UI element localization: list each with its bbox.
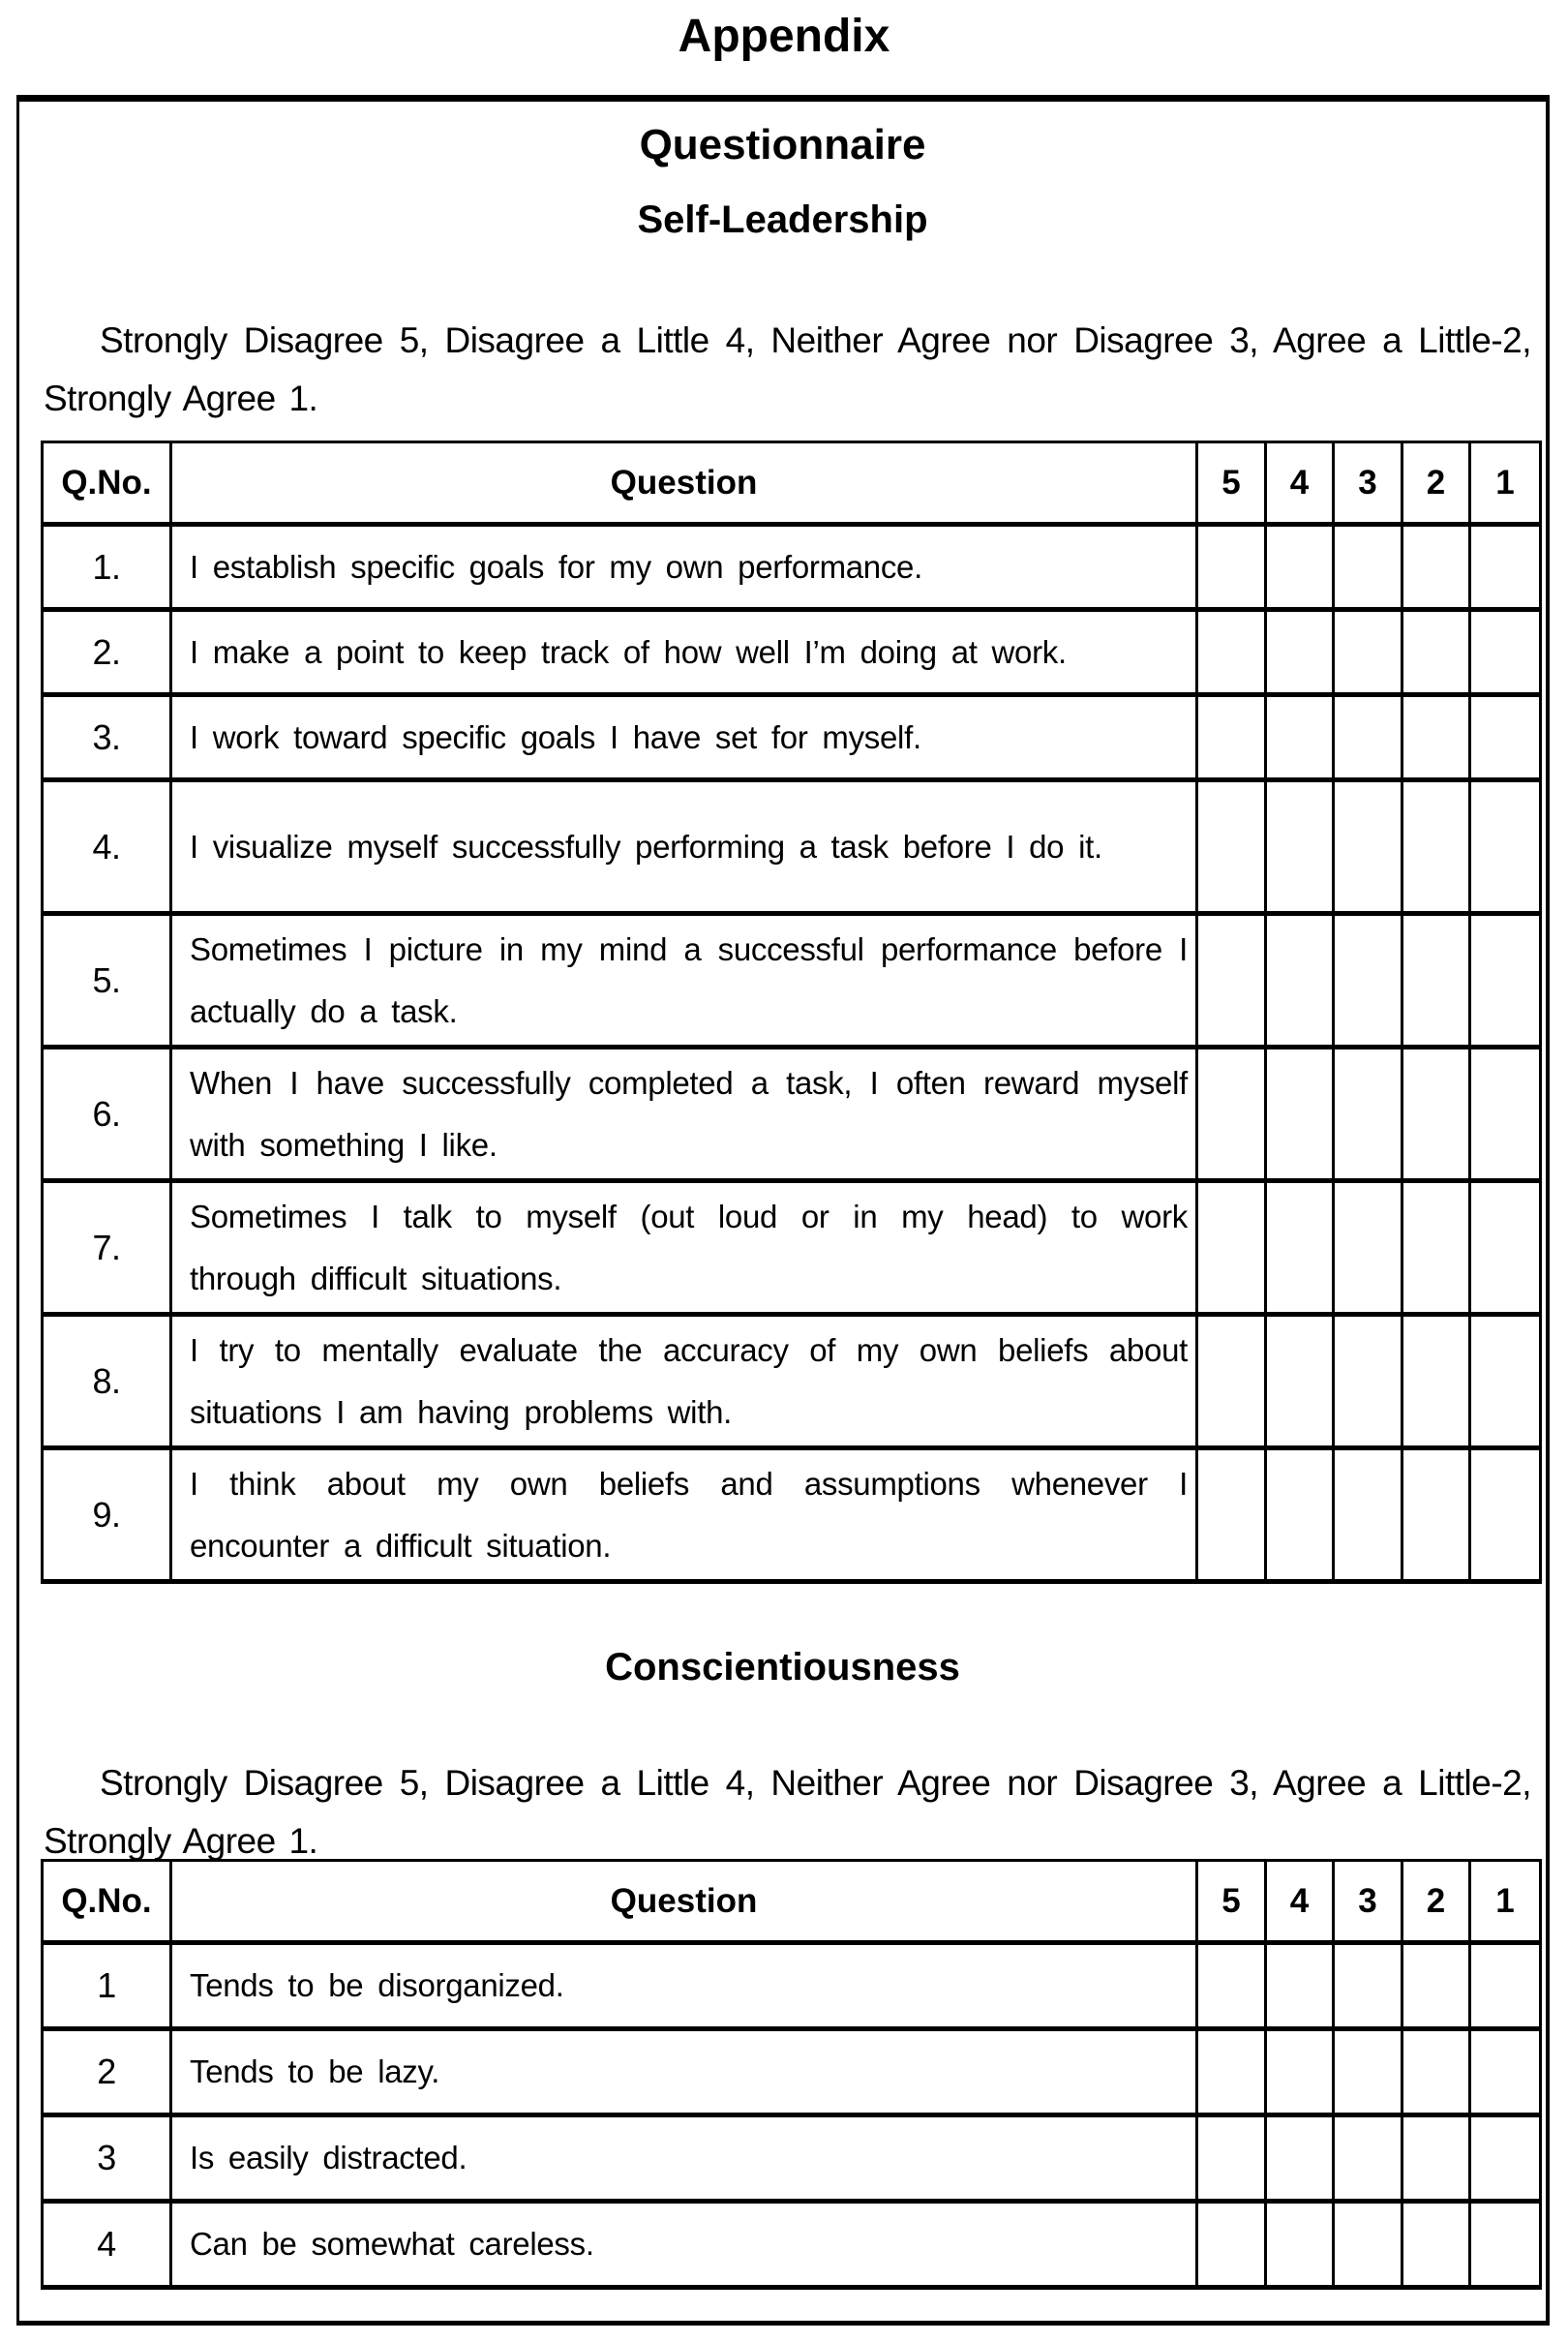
question-text: I think about my own beliefs and assumptions whenever I encounter a difficult situation. [171,1448,1197,1582]
question-number: 8. [43,1315,171,1448]
question-number: 1 [43,1943,171,2029]
question-text: I visualize myself successfully performing a task before I do it. [171,780,1197,914]
question-text: Tends to be disorganized. [171,1943,1197,2029]
answer-cell-2 [1402,2202,1470,2288]
question-number: 1. [43,525,171,610]
answer-cell-5 [1197,610,1266,695]
answer-cell-2 [1402,610,1470,695]
answer-cell-5 [1197,1181,1266,1315]
answer-cell-1 [1470,2202,1541,2288]
table-row [43,1448,1541,1582]
answer-cell-3 [1334,1181,1402,1315]
question-number: 4 [43,2202,171,2288]
section-heading-conscientiousness: Conscientiousness [605,1646,960,1688]
question-text: Tends to be lazy. [171,2029,1197,2115]
question-number: 5. [43,914,171,1048]
answer-cell-2 [1402,695,1470,780]
table-row [43,1048,1541,1181]
section-heading-self-leadership: Self-Leadership [637,198,928,241]
question-text: Can be somewhat careless. [171,2202,1197,2288]
question-header: Question [171,1861,1197,1943]
answer-cell-2 [1402,1448,1470,1582]
answer-cell-4 [1266,780,1334,914]
answer-cell-2 [1402,1315,1470,1448]
answer-cell-4 [1266,525,1334,610]
answer-cell-3 [1334,525,1402,610]
table-row [43,1181,1541,1315]
answer-cell-3 [1334,2202,1402,2288]
answer-cell-1 [1470,780,1541,914]
question-text: I try to mentally evaluate the accuracy of my own beliefs about situations I am having problems with. [171,1315,1197,1448]
answer-cell-2 [1402,525,1470,610]
answer-cell-3 [1334,610,1402,695]
answer-cell-2 [1402,780,1470,914]
question-number: 3. [43,695,171,780]
table-row [43,914,1541,1048]
question-number: 2 [43,2029,171,2115]
page-title: Appendix [678,11,890,62]
answer-cell-4 [1266,914,1334,1048]
answer-cell-1 [1470,695,1541,780]
rating-header-3: 3 [1334,442,1402,525]
answer-cell-2 [1402,2029,1470,2115]
rating-scale-instructions: Strongly Disagree 5, Disagree a Little 4, Neither Agree nor Disagree 3, Agree a Little-2, Strongly Agree 1. [44,320,1531,418]
answer-cell-4 [1266,2202,1334,2288]
answer-cell-5 [1197,914,1266,1048]
answer-cell-1 [1470,1448,1541,1582]
rating-header-1: 1 [1470,1861,1541,1943]
answer-cell-5 [1197,2029,1266,2115]
answer-cell-2 [1402,914,1470,1048]
answer-cell-4 [1266,1943,1334,2029]
answer-cell-4 [1266,695,1334,780]
answer-cell-4 [1266,610,1334,695]
qno-header: Q.No. [43,442,171,525]
answer-cell-5 [1197,2202,1266,2288]
question-number: 7. [43,1181,171,1315]
question-text: When I have successfully completed a task, I often reward myself with something I like. [171,1048,1197,1181]
answer-cell-5 [1197,695,1266,780]
answer-cell-3 [1334,2115,1402,2202]
answer-cell-3 [1334,2029,1402,2115]
rating-header-1: 1 [1470,442,1541,525]
table-header-row [43,442,1541,525]
answer-cell-5 [1197,1943,1266,2029]
rating-header-4: 4 [1266,442,1334,525]
answer-cell-1 [1470,610,1541,695]
question-text: I make a point to keep track of how well I’m doing at work. [171,610,1197,695]
answer-cell-5 [1197,780,1266,914]
answer-cell-1 [1470,1943,1541,2029]
answer-cell-1 [1470,1181,1541,1315]
conscientiousness-table [41,1859,1542,2290]
question-number: 9. [43,1448,171,1582]
table-row [43,2029,1541,2115]
question-number: 3 [43,2115,171,2202]
answer-cell-3 [1334,1315,1402,1448]
answer-cell-4 [1266,1048,1334,1181]
table-row [43,610,1541,695]
answer-cell-2 [1402,1048,1470,1181]
page-border-frame [16,95,1550,2326]
rating-header-2: 2 [1402,1861,1470,1943]
answer-cell-5 [1197,2115,1266,2202]
question-text: Is easily distracted. [171,2115,1197,2202]
answer-cell-4 [1266,1448,1334,1582]
answer-cell-5 [1197,1315,1266,1448]
table-row [43,1315,1541,1448]
answer-cell-1 [1470,1315,1541,1448]
answer-cell-2 [1402,1943,1470,2029]
rating-header-2: 2 [1402,442,1470,525]
answer-cell-5 [1197,1048,1266,1181]
rating-header-4: 4 [1266,1861,1334,1943]
rating-scale-instructions: Strongly Disagree 5, Disagree a Little 4, Neither Agree nor Disagree 3, Agree a Little-2, Strongly Agree 1. [44,1763,1531,1861]
answer-cell-3 [1334,914,1402,1048]
question-text: I work toward specific goals I have set for myself. [171,695,1197,780]
table-row [43,2115,1541,2202]
answer-cell-3 [1334,1448,1402,1582]
answer-cell-4 [1266,2115,1334,2202]
answer-cell-1 [1470,2115,1541,2202]
table-row [43,780,1541,914]
answer-cell-3 [1334,780,1402,914]
question-number: 4. [43,780,171,914]
table-row [43,525,1541,610]
question-text: I establish specific goals for my own performance. [171,525,1197,610]
answer-cell-2 [1402,2115,1470,2202]
question-header: Question [171,442,1197,525]
answer-cell-1 [1470,914,1541,1048]
table-header-row [43,1861,1541,1943]
qno-header: Q.No. [43,1861,171,1943]
answer-cell-3 [1334,1943,1402,2029]
answer-cell-4 [1266,2029,1334,2115]
answer-cell-3 [1334,1048,1402,1181]
answer-cell-2 [1402,1181,1470,1315]
answer-cell-1 [1470,1048,1541,1181]
answer-cell-5 [1197,1448,1266,1582]
rating-header-5: 5 [1197,1861,1266,1943]
rating-header-5: 5 [1197,442,1266,525]
table-row [43,695,1541,780]
answer-cell-1 [1470,525,1541,610]
questionnaire-title: Questionnaire [639,121,926,168]
question-number: 2. [43,610,171,695]
answer-cell-4 [1266,1181,1334,1315]
answer-cell-4 [1266,1315,1334,1448]
answer-cell-1 [1470,2029,1541,2115]
table-row [43,2202,1541,2288]
question-number: 6. [43,1048,171,1181]
question-text: Sometimes I talk to myself (out loud or in my head) to work through difficult situations. [171,1181,1197,1315]
rating-header-3: 3 [1334,1861,1402,1943]
answer-cell-3 [1334,695,1402,780]
self-leadership-table [41,441,1542,1584]
table-row [43,1943,1541,2029]
question-text: Sometimes I picture in my mind a successful performance before I actually do a task. [171,914,1197,1048]
answer-cell-5 [1197,525,1266,610]
